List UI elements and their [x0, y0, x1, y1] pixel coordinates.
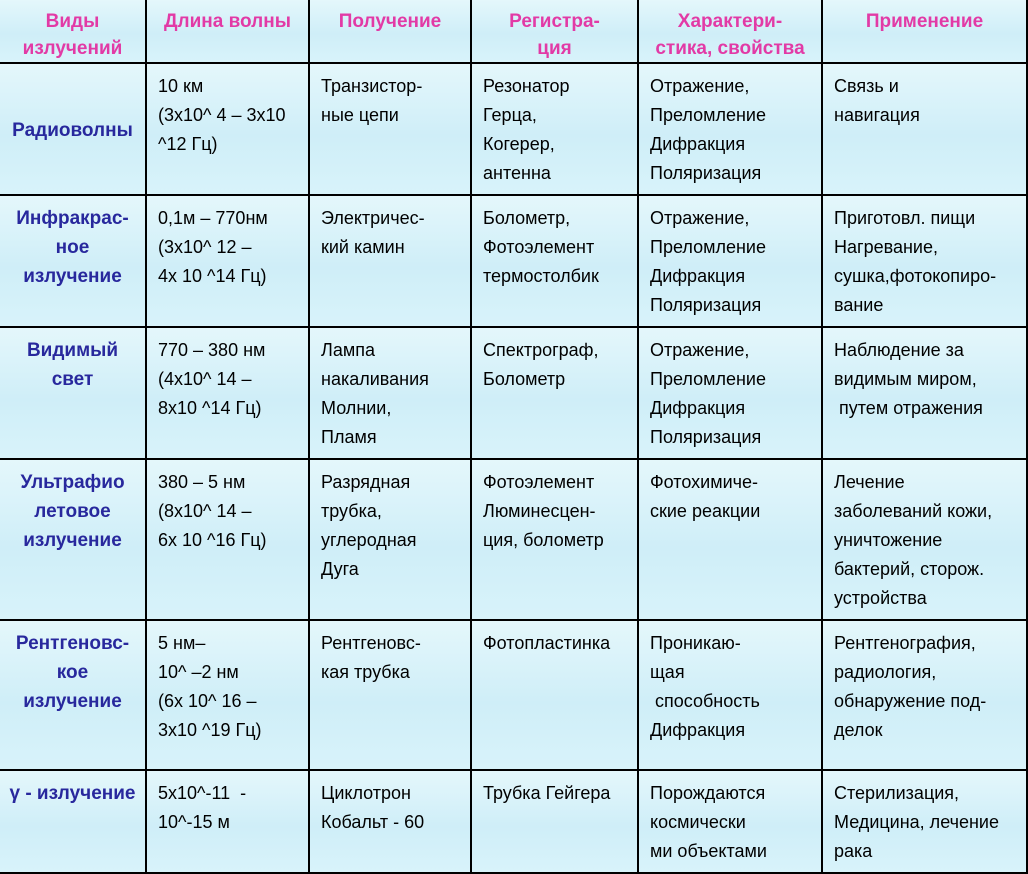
cell-gamma-wavelength: 5х10^-11 - 10^-15 м [146, 770, 309, 873]
cell-infrared-registration: Болометр, Фотоэлемент термостолбик [471, 195, 638, 327]
cell-infrared-properties: Отражение, Преломление Дифракция Поляризация [638, 195, 822, 327]
header-cell-wavelength: Длина волны [146, 0, 309, 63]
row-label-radio-waves: Радиоволны [0, 63, 146, 195]
header-cell-radiation-types: Виды излучений [0, 0, 146, 63]
row-label-gamma: γ - излучение [0, 770, 146, 873]
table-row-ultraviolet [0, 459, 1027, 620]
row-label-visible-light: Видимый свет [0, 327, 146, 459]
cell-radio-production: Транзистор- ные цепи [309, 63, 471, 195]
cell-x-ray-properties: Проникаю- щая способность Дифракция [638, 620, 822, 770]
table-row-infrared [0, 195, 1027, 327]
cell-ultraviolet-registration: Фотоэлемент Люминесцен- ция, болометр [471, 459, 638, 620]
cell-x-ray-registration: Фотопластинка [471, 620, 638, 770]
cell-radio-application: Связь и навигация [822, 63, 1027, 195]
cell-infrared-application: Приготовл. пищи Нагревание, сушка,фотокопиро- вание [822, 195, 1027, 327]
row-label-infrared: Инфракрас- ное излучение [0, 195, 146, 327]
cell-radio-registration: Резонатор Герца, Когерер, антенна [471, 63, 638, 195]
header-row [0, 0, 1027, 63]
cell-visible-wavelength: 770 – 380 нм (4х10^ 14 – 8х10 ^14 Гц) [146, 327, 309, 459]
header-cell-production: Получение [309, 0, 471, 63]
cell-ultraviolet-production: Разрядная трубка, углеродная Дуга [309, 459, 471, 620]
cell-infrared-production: Электричес- кий камин [309, 195, 471, 327]
cell-gamma-production: Циклотрон Кобальт - 60 [309, 770, 471, 873]
table-row-gamma [0, 770, 1027, 873]
table-row-visible-light [0, 327, 1027, 459]
cell-x-ray-application: Рентгенография, радиология, обнаружение под- делок [822, 620, 1027, 770]
header-cell-application: Применение [822, 0, 1027, 63]
cell-radio-properties: Отражение, Преломление Дифракция Поляризация [638, 63, 822, 195]
cell-x-ray-wavelength: 5 нм– 10^ –2 нм (6х 10^ 16 – 3х10 ^19 Гц) [146, 620, 309, 770]
cell-visible-application: Наблюдение за видимым миром, путем отражения [822, 327, 1027, 459]
cell-x-ray-production: Рентгеновс- кая трубка [309, 620, 471, 770]
cell-radio-wavelength: 10 км (3х10^ 4 – 3х10 ^12 Гц) [146, 63, 309, 195]
table-row-x-ray [0, 620, 1027, 770]
header-cell-registration: Регистра- ция [471, 0, 638, 63]
cell-ultraviolet-properties: Фотохимиче- ские реакции [638, 459, 822, 620]
cell-visible-registration: Спектрограф, Болометр [471, 327, 638, 459]
cell-infrared-wavelength: 0,1м – 770нм (3х10^ 12 – 4х 10 ^14 Гц) [146, 195, 309, 327]
cell-visible-production: Лампа накаливания Молнии, Пламя [309, 327, 471, 459]
cell-gamma-properties: Порождаются космически ми объектами [638, 770, 822, 873]
header-cell-properties: Характери- стика, свойства [638, 0, 822, 63]
cell-ultraviolet-wavelength: 380 – 5 нм (8х10^ 14 – 6х 10 ^16 Гц) [146, 459, 309, 620]
cell-gamma-application: Стерилизация, Медицина, лечение рака [822, 770, 1027, 873]
cell-gamma-registration: Трубка Гейгера [471, 770, 638, 873]
row-label-x-ray: Рентгеновс- кое излучение [0, 620, 146, 770]
cell-visible-properties: Отражение, Преломление Дифракция Поляризация [638, 327, 822, 459]
row-label-ultraviolet: Ультрафио летовое излучение [0, 459, 146, 620]
cell-ultraviolet-application: Лечение заболеваний кожи, уничтожение бактерий, сторож. устройства [822, 459, 1027, 620]
table-row-radio-waves [0, 63, 1027, 195]
